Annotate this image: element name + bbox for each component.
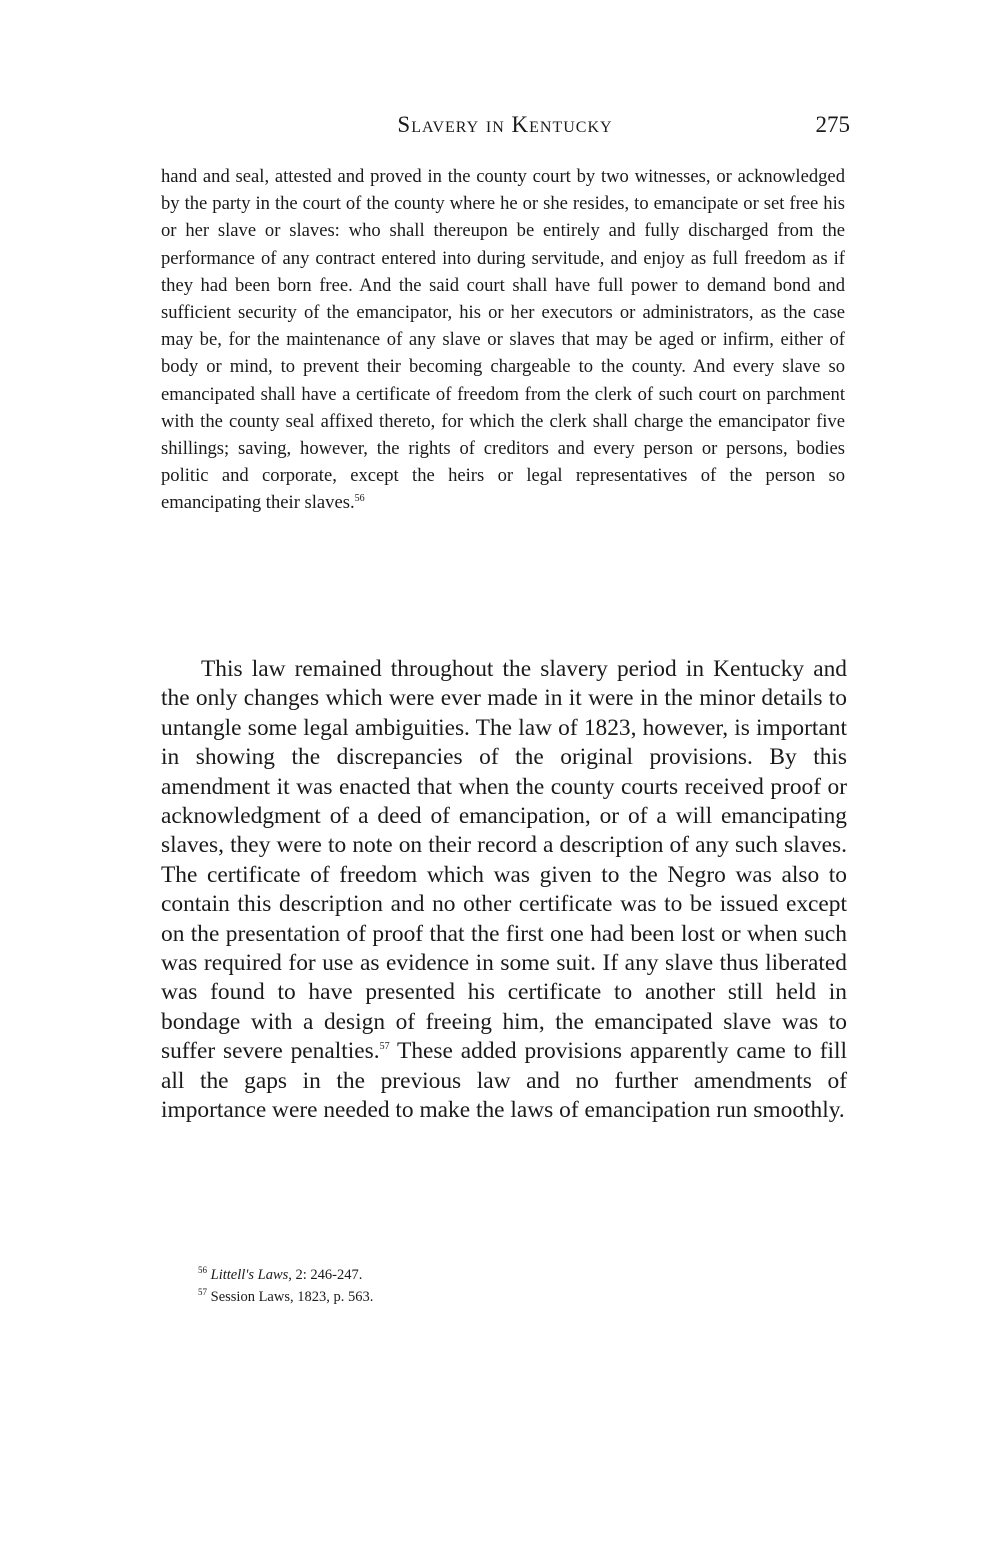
body-paragraph-text-2: These added provisions apparently came to fill all the gaps in the previous law and no further amendments of importance were needed to make the laws of emancipation run smoothly.: [161, 1038, 847, 1124]
footnote-source: Littell's Laws,: [210, 1267, 292, 1283]
footnote-number: 57: [198, 1287, 207, 1298]
quoted-statute-text: hand and seal, attested and proved in the county court by two witnesses, or acknowledged by the party in the court of the county where he or she resides, to emancipate or set free his or her slave or slaves: who shall thereupon be entirely and fully discharged from the performance of any contract entered into during servitude, and enjoy as full freedom as if they had been born free. And the said court shall have full power to demand bond and sufficient security of the emancipator, his or her executors or administrators, as the case may be, for the maintenance of any slave or slaves that may be aged or infirm, either of body or mind, to prevent their becoming chargeable to the county. And every slave so emancipated shall have a certificate of freedom from the clerk of such court on parchment with the county seal affixed thereto, for which the clerk shall charge the emancipator five shillings; saving, however, the rights of creditors and every person or persons, bodies politic and corporate, except the heirs or legal representatives of the person so emancipating their slaves.: [161, 166, 845, 514]
footnote-ref-57: 57: [379, 1041, 390, 1053]
footnote-detail: 2: 246-247.: [291, 1267, 363, 1283]
footnotes: [198, 1264, 798, 1308]
page-number: 275: [815, 112, 850, 137]
footnote-number: 56: [198, 1265, 207, 1276]
footnote: [198, 1264, 798, 1286]
body-paragraph-text-1: This law remained throughout the slavery period in Kentucky and the only changes which were ever made in it were in the minor details to untangle some legal ambiguities. The law of 1823, however, is important in showing the discrepancies of the original provisions. By this amendment it was enacted that when the county courts received proof or acknowledgment of a deed of emancipation, or of a will emancipating slaves, they were to note on their record a description of any such slaves. The certificate of freedom which was given to the Negro was also to contain this description and no other certificate was to be issued except on the presentation of proof that the first one had been lost or when such was required for use as evidence in some suit. If any slave thus liberated was found to have presented his certificate to another still held in bondage with a design of freeing him, the emancipated slave was to suffer severe penalties.: [161, 656, 847, 1065]
footnote-source: Session Laws, 1823, p. 563.: [210, 1289, 374, 1305]
footnote-ref-56: 56: [354, 493, 365, 505]
running-title: Slavery in Kentucky: [397, 112, 613, 137]
footnote: [198, 1286, 798, 1308]
running-header: [160, 112, 850, 142]
quoted-statute: [161, 163, 845, 517]
body-paragraph: [161, 655, 847, 1126]
